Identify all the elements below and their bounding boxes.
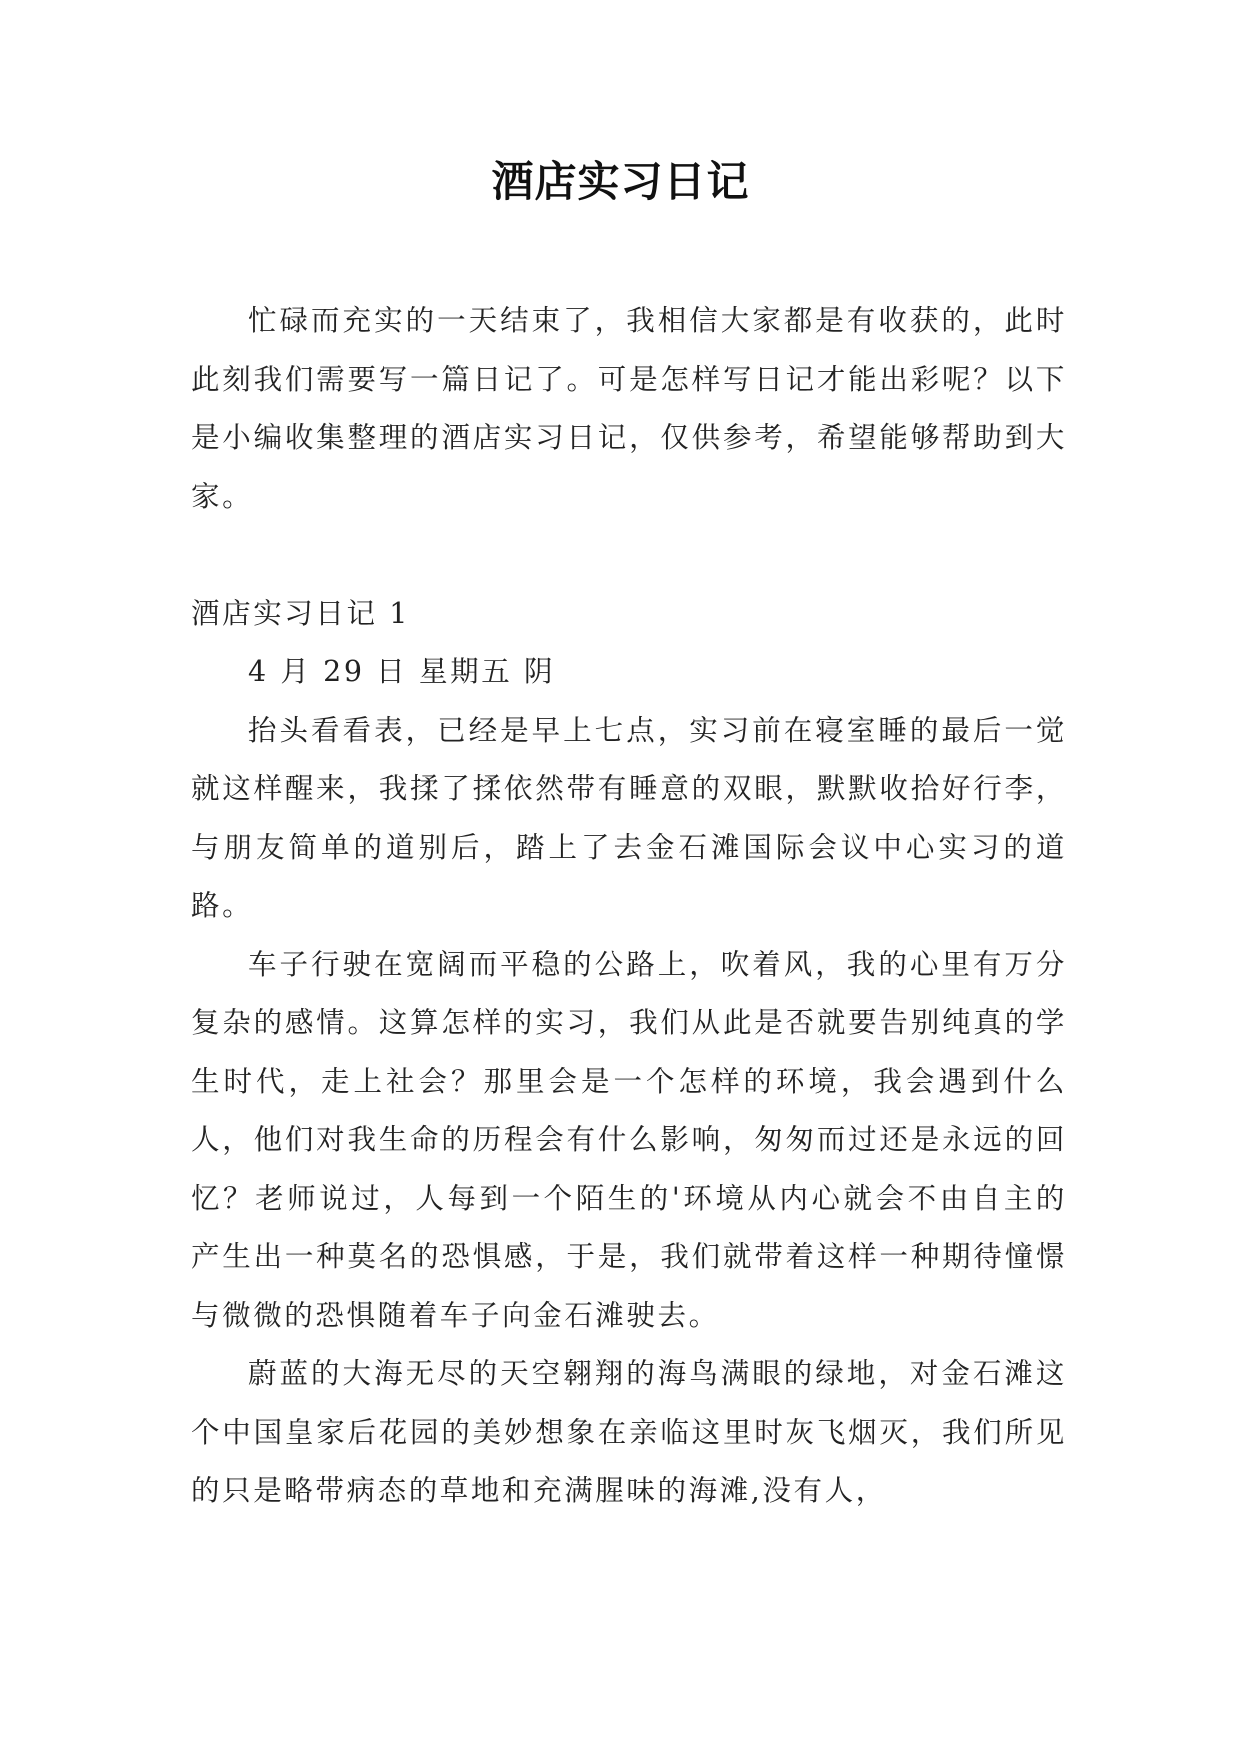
- date-line: 4 月 29 日 星期五 阴: [248, 655, 556, 688]
- body-paragraph-1: 抬头看看表，已经是早上七点，实习前在寝室睡的最后一觉就这样醒来，我揉了揉依然带有睡意的双眼，默默收拾好行李，与朋友简单的道别后，踏上了去金石滩国际会议中心实习的道路。: [191, 713, 1067, 922]
- section-heading: 酒店实习日记 1: [191, 596, 410, 630]
- body-paragraph-2: 车子行驶在宽阔而平稳的公路上，吹着风，我的心里有万分复杂的感情。这算怎样的实习，我们从此是否就要告别纯真的学生时代，走上社会？那里会是一个怎样的环境，我会遇到什么人，他们对我生命的历程会有什么影响，匆匆而过还是永远的回忆？老师说过，人每到一个陌生的'环境从内心就会不由自主的产生出一种莫名的恐惧感，于是，我们就带着这样一种期待憧憬与微微的恐惧随着车子向金石滩驶去。: [191, 947, 1067, 1332]
- document-body: [191, 292, 1067, 1521]
- document-title: 酒店实习日记: [491, 157, 750, 206]
- intro-paragraph: 忙碌而充实的一天结束了，我相信大家都是有收获的，此时此刻我们需要写一篇日记了。可是怎样写日记才能出彩呢？以下是小编收集整理的酒店实习日记，仅供参考，希望能够帮助到大家。: [191, 304, 1067, 513]
- body-paragraph-3: 蔚蓝的大海无尽的天空翱翔的海鸟满眼的绿地，对金石滩这个中国皇家后花园的美妙想象在亲临这里时灰飞烟灭，我们所见的只是略带病态的草地和充满腥味的海滩,没有人，: [191, 1357, 1067, 1507]
